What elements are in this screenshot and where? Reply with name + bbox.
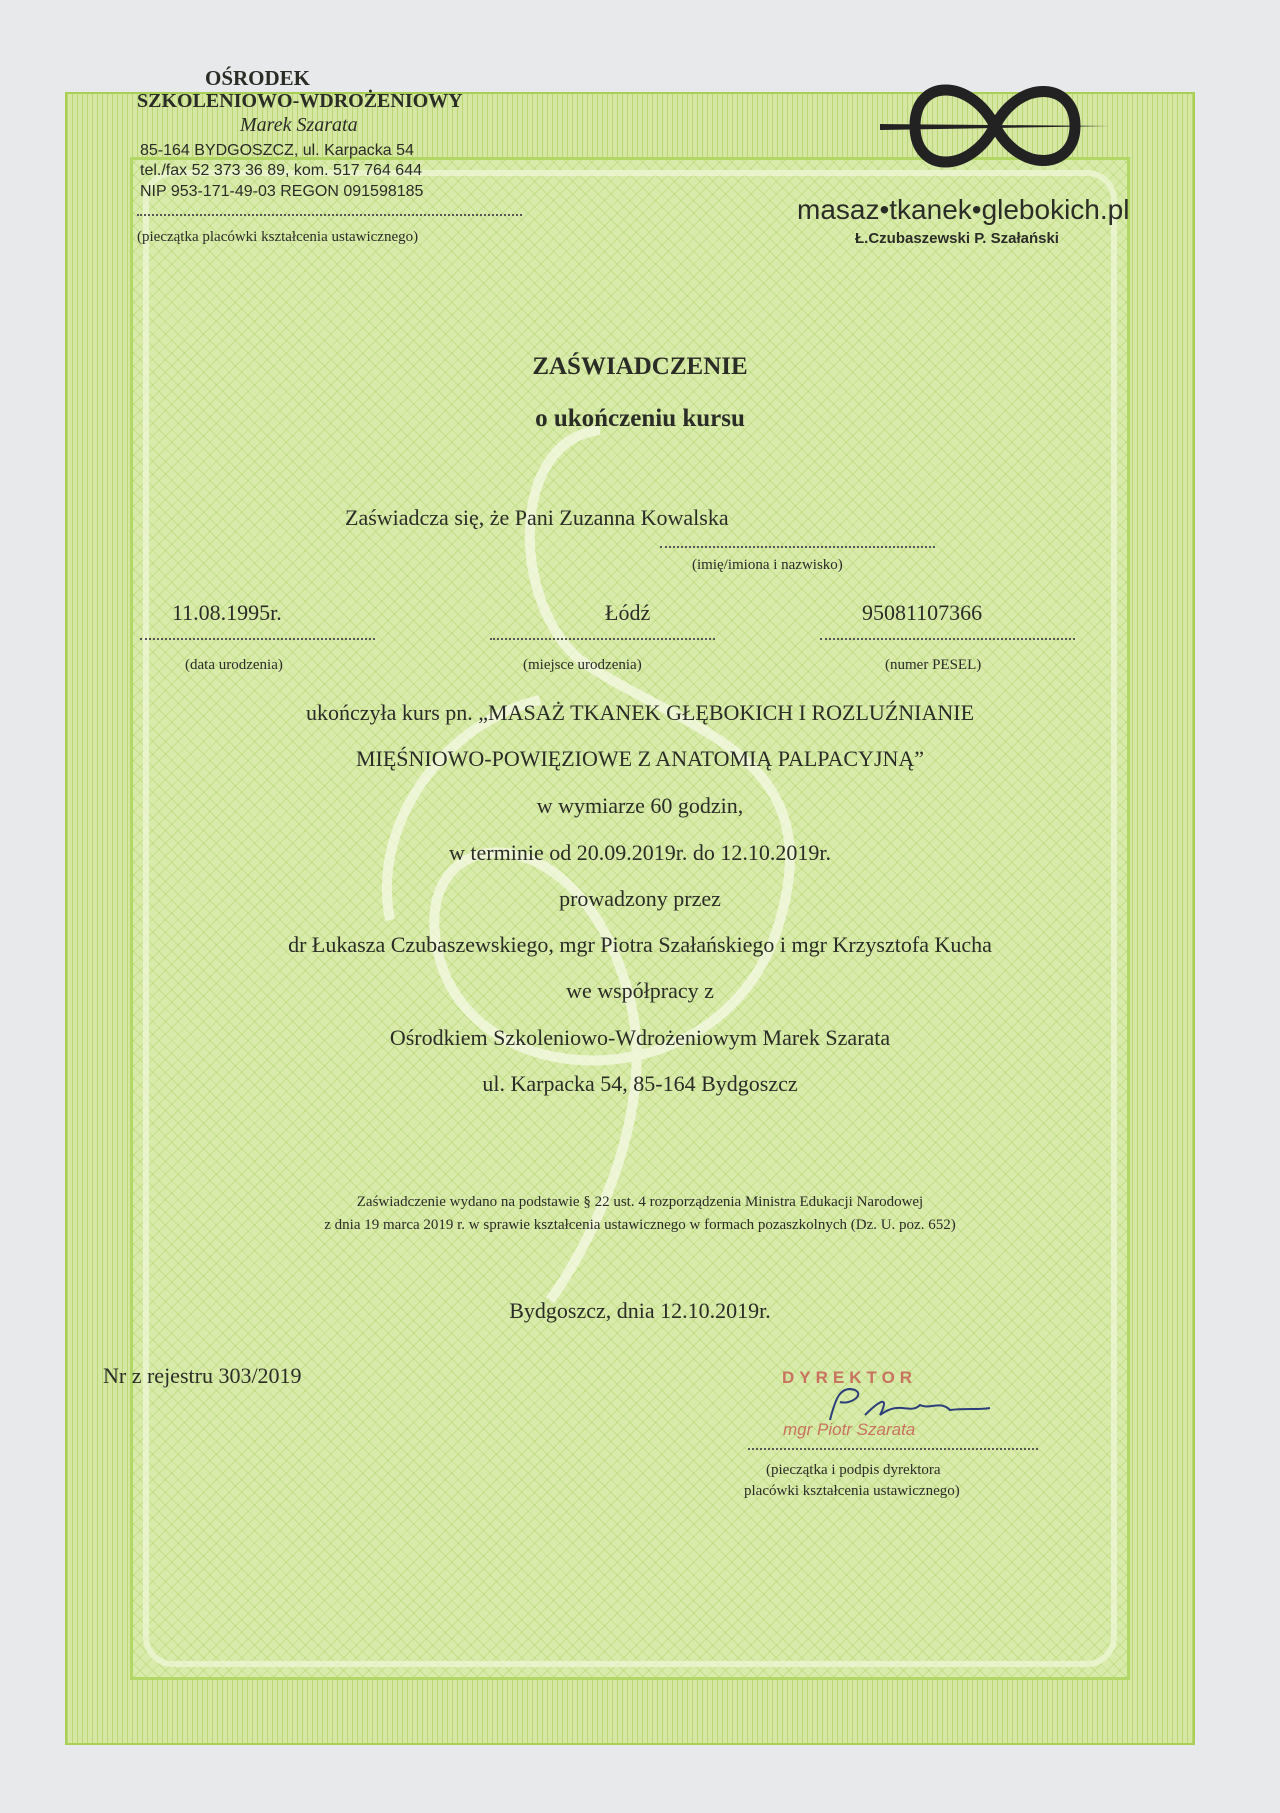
course-line: ukończyła kurs pn. „MASAŻ TKANEK GŁĘBOKICH I ROZLUŹNIANIE (305, 700, 975, 725)
stamp-line4: 85-164 BYDGOSZCZ, ul. Karpacka 54 (140, 142, 414, 159)
register-number: Nr z rejestru 303/2019 (103, 1363, 302, 1388)
course-line: w wymiarze 60 godzin, (536, 793, 744, 818)
stamp-line5: tel./fax 52 373 36 89, kom. 517 764 644 (140, 162, 422, 179)
logo-site: masaz•tkanek•glebokich.pl (797, 194, 1130, 225)
document-subtitle: o ukończeniu kursu (535, 405, 745, 432)
course-line: we współpracy z (566, 978, 714, 1003)
infinity-logo (870, 68, 1120, 188)
legal-line: Zaświadczenie wydano na podstawie § 22 ust. 4 rozporządzenia Ministra Edukacji Narodowej (356, 1194, 924, 1210)
director-stamp-name: mgr Piotr Szarata (783, 1420, 916, 1439)
birth-date: 11.08.1995r. (172, 600, 282, 625)
intro-text: Zaświadcza się, że Pani Zuzanna Kowalska (345, 505, 729, 530)
birth-place-label: (miejsce urodzenia) (523, 657, 642, 673)
birth-date-label: (data urodzenia) (185, 657, 283, 673)
course-line: prowadzony przez (559, 886, 721, 911)
document-title: ZAŚWIADCZENIE (532, 353, 748, 380)
place-date: Bydgoszcz, dnia 12.10.2019r. (509, 1298, 771, 1323)
stamp-line6: NIP 953-171-49-03 REGON 091598185 (140, 183, 424, 200)
course-line: w terminie od 20.09.2019r. do 12.10.2019r. (449, 840, 831, 865)
pesel-label: (numer PESEL) (885, 657, 982, 673)
legal-line: z dnia 19 marca 2019 r. w sprawie kształcenia ustawicznego w formach pozaszkolnych (Dz. U. poz. 652) (324, 1217, 956, 1233)
pesel: 95081107366 (862, 600, 983, 625)
stamp-line2: SZKOLENIOWO-WDROŻENIOWY (137, 90, 463, 112)
course-line: ul. Karpacka 54, 85-164 Bydgoszcz (482, 1071, 798, 1096)
director-caption: placówki kształcenia ustawicznego) (744, 1483, 960, 1499)
stamp-caption: (pieczątka placówki kształcenia ustawicznego) (137, 229, 419, 245)
stamp-line1: OŚRODEK (205, 66, 311, 90)
name-label: (imię/imiona i nazwisko) (692, 557, 843, 573)
course-line: MIĘŚNIOWO-POWIĘZIOWE Z ANATOMIĄ PALPACYJNĄ” (355, 746, 925, 771)
director-caption: (pieczątka i podpis dyrektora (766, 1462, 941, 1478)
director-stamp-title: DYREKTOR (782, 1368, 918, 1387)
stamp-line3: Marek Szarata (240, 114, 358, 136)
course-line: dr Łukasza Czubaszewskiego, mgr Piotra Szałańskiego i mgr Krzysztofa Kucha (288, 932, 992, 957)
birth-place: Łódź (605, 600, 651, 625)
logo-authors: Ł.Czubaszewski P. Szałański (855, 230, 1059, 247)
course-line: Ośrodkiem Szkoleniowo-Wdrożeniowym Marek Szarata (389, 1025, 891, 1050)
